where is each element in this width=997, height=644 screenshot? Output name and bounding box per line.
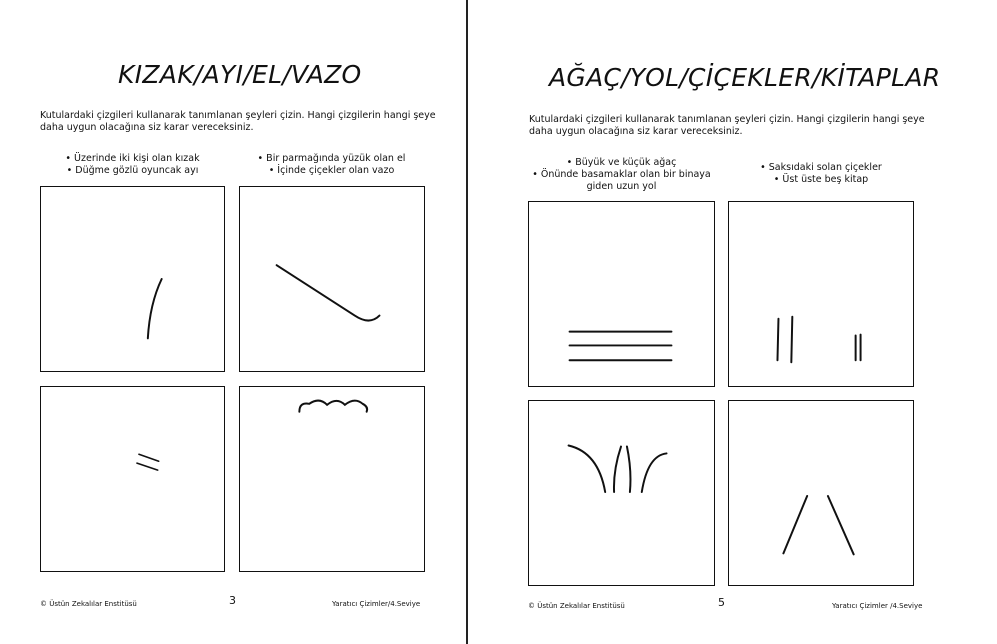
right-col1-prompts <box>528 157 715 193</box>
instruction-line-2: daha uygun olacağına siz karar vereceksiniz. <box>529 126 743 137</box>
prompt-item: • Büyük ve küçük ağaç <box>566 157 677 168</box>
right-page <box>468 0 997 644</box>
left-footer-level: Yaratıcı Çizimler/4.Seviye <box>332 600 421 608</box>
drawing-box-6[interactable] <box>728 201 914 387</box>
drawing-box-2[interactable] <box>239 186 425 372</box>
left-page <box>0 0 466 644</box>
drawing-box-8[interactable] <box>728 400 914 586</box>
instruction-line-1: Kutulardaki çizgileri kullanarak tanımlanan şeyleri çizin. Hangi çizgilerin hangi şeye <box>529 114 925 125</box>
prompt-item: • Önünde basamaklar olan bir binaya <box>532 169 711 180</box>
right-footer-level: Yaratıcı Çizimler /4.Seviye <box>832 602 923 610</box>
left-page-instructions <box>40 110 436 134</box>
left-page-title: KIZAK/AYI/EL/VAZO <box>118 60 362 89</box>
fan-curves-icon <box>529 401 714 585</box>
prompt-item: • Saksıdaki solan çiçekler <box>760 162 882 173</box>
drawing-box-7[interactable] <box>528 400 715 586</box>
left-footer-copyright: © Üstün Zekalılar Enstitüsü <box>40 600 137 608</box>
drawing-box-1[interactable] <box>40 186 225 372</box>
hook-line-icon <box>240 187 424 371</box>
cloud-arcs-icon <box>240 387 424 571</box>
right-col2-prompts <box>728 162 914 186</box>
left-col1-prompts <box>40 153 225 177</box>
right-footer-copyright: © Üstün Zekalılar Enstitüsü <box>528 602 625 610</box>
diagonal-lines-icon <box>729 401 913 585</box>
left-page-number: 3 <box>229 594 236 607</box>
right-page-instructions <box>529 114 925 138</box>
prompt-item: • İçinde çiçekler olan vazo <box>268 165 395 176</box>
right-page-number: 5 <box>718 596 725 609</box>
instruction-line-2: daha uygun olacağına siz karar vereceksiniz. <box>40 122 254 133</box>
prompt-item: • Düğme gözlü oyuncak ayı <box>66 165 199 176</box>
drawing-box-5[interactable] <box>528 201 715 387</box>
left-col2-prompts <box>239 153 424 177</box>
prompt-item: • Bir parmağında yüzük olan el <box>257 153 406 164</box>
instruction-line-1: Kutulardaki çizgileri kullanarak tanımlanan şeyleri çizin. Hangi çizgilerin hangi şeye <box>40 110 436 121</box>
right-page-title: AĞAÇ/YOL/ÇİÇEKLER/KİTAPLAR <box>549 63 941 92</box>
three-horizontal-lines-icon <box>529 202 714 386</box>
curve-line-icon <box>41 187 224 371</box>
drawing-box-4[interactable] <box>239 386 425 572</box>
prompt-item: giden uzun yol <box>586 181 657 192</box>
prompt-item: • Üzerinde iki kişi olan kızak <box>65 153 200 164</box>
drawing-box-3[interactable] <box>40 386 225 572</box>
vertical-pairs-icon <box>729 202 913 386</box>
prompt-item: • Üst üste beş kitap <box>773 174 869 185</box>
double-dash-icon <box>41 387 224 571</box>
